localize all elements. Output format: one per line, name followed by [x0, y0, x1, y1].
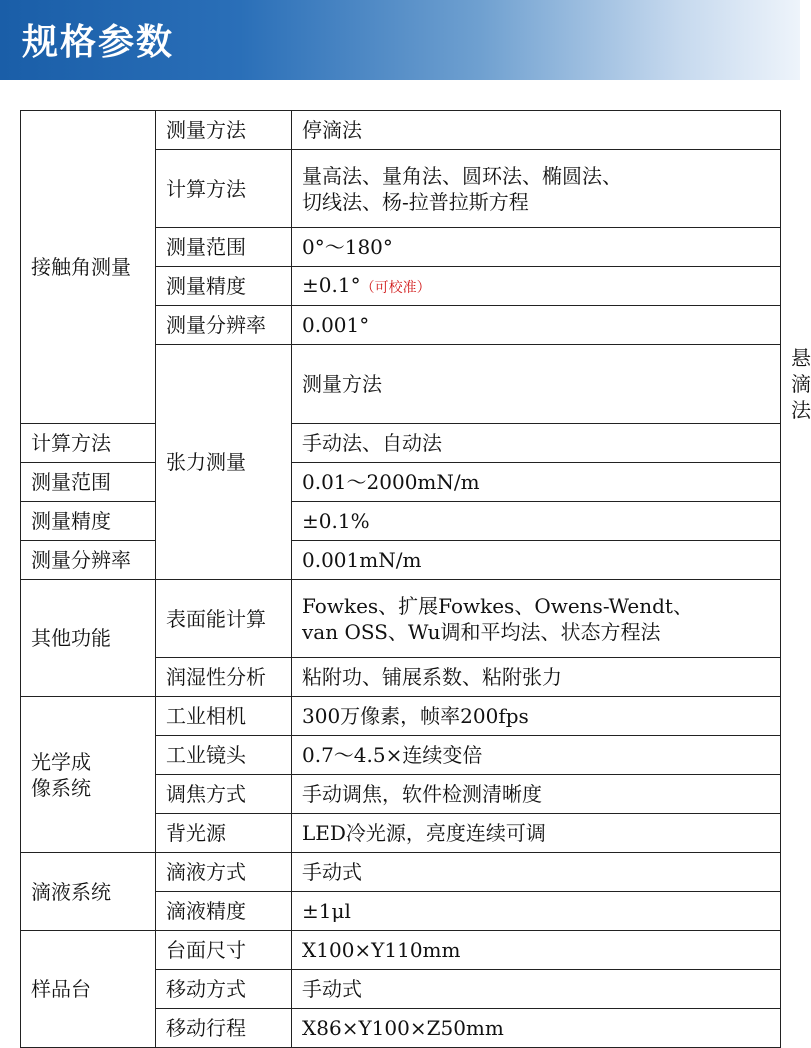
param-cell: 测量范围 — [21, 463, 156, 502]
param-cell: 计算方法 — [156, 150, 292, 228]
value-line: van OSS、Wu调和平均法、状态方程法 — [302, 619, 661, 644]
value-cell: 300万像素，帧率200fps — [292, 697, 781, 736]
table-row — [21, 853, 781, 892]
value-line: 量高法、量角法、圆环法、椭圆法、 — [302, 163, 622, 188]
param-cell: 测量范围 — [156, 228, 292, 267]
table-row — [21, 502, 781, 541]
value-cell: 粘附功、铺展系数、粘附张力 — [292, 658, 781, 697]
param-cell: 测量分辨率 — [21, 541, 156, 580]
param-cell: 表面能计算 — [156, 580, 292, 658]
param-cell: 滴液精度 — [156, 892, 292, 931]
category-cell: 滴液系统 — [21, 853, 156, 931]
value-cell — [292, 267, 781, 306]
value-cell: 0°～180° — [292, 228, 781, 267]
category-line: 像系统 — [31, 775, 91, 800]
value-cell: 停滴法 — [292, 111, 781, 150]
header-banner — [0, 0, 800, 80]
table-row — [21, 424, 781, 463]
table-row: 张力测量 测量方法 悬滴法 — [21, 345, 781, 424]
calibration-note: （可校准） — [360, 279, 431, 296]
table-row — [21, 111, 781, 150]
param-cell: 测量方法 — [156, 111, 292, 150]
value-cell — [292, 150, 781, 228]
table-row — [21, 541, 781, 580]
param-cell: 润湿性分析 — [156, 658, 292, 697]
param-cell: 调焦方式 — [156, 775, 292, 814]
table-row — [21, 697, 781, 736]
value-cell: 手动法、自动法 — [292, 424, 781, 463]
param-cell: 滴液方式 — [156, 853, 292, 892]
value-cell: 0.001° — [292, 306, 781, 345]
category-line: 光学成 — [31, 749, 91, 774]
category-cell — [21, 697, 156, 853]
category-cell: 接触角测量 — [21, 111, 156, 424]
value-cell: X86×Y100×Z50mm — [292, 1009, 781, 1048]
spec-table — [20, 110, 811, 1048]
param-cell: 测量分辨率 — [156, 306, 292, 345]
value-line: 切线法、杨-拉普拉斯方程 — [302, 189, 529, 214]
category-cell: 其他功能 — [21, 580, 156, 697]
category-cell: 样品台 — [21, 931, 156, 1048]
value-cell: 手动式 — [292, 853, 781, 892]
param-cell: 移动行程 — [156, 1009, 292, 1048]
value-cell: 0.001mN/m — [292, 541, 781, 580]
param-cell: 计算方法 — [21, 424, 156, 463]
param-cell: 移动方式 — [156, 970, 292, 1009]
table-row — [21, 463, 781, 502]
param-cell: 台面尺寸 — [156, 931, 292, 970]
param-cell: 工业镜头 — [156, 736, 292, 775]
param-cell: 测量精度 — [21, 502, 156, 541]
param-cell: 背光源 — [156, 814, 292, 853]
value-cell: 0.01～2000mN/m — [292, 463, 781, 502]
value-cell: 0.7～4.5×连续变倍 — [292, 736, 781, 775]
page-title: 规格参数 — [22, 22, 175, 63]
value-cell: ±1μl — [292, 892, 781, 931]
value-cell — [292, 580, 781, 658]
table-row — [21, 931, 781, 970]
value-cell: 手动式 — [292, 970, 781, 1009]
value-cell: LED冷光源，亮度连续可调 — [292, 814, 781, 853]
category-cell: 张力测量 — [156, 345, 292, 580]
value-cell: 手动调焦，软件检测清晰度 — [292, 775, 781, 814]
value-text: ±0.1° — [302, 272, 361, 297]
value-cell: ±0.1% — [292, 502, 781, 541]
param-cell: 测量方法 — [292, 345, 781, 424]
value-line: Fowkes、扩展Fowkes、Owens-Wendt、 — [302, 593, 693, 618]
param-cell: 工业相机 — [156, 697, 292, 736]
value-cell: X100×Y110mm — [292, 931, 781, 970]
table-row — [21, 580, 781, 658]
param-cell: 测量精度 — [156, 267, 292, 306]
